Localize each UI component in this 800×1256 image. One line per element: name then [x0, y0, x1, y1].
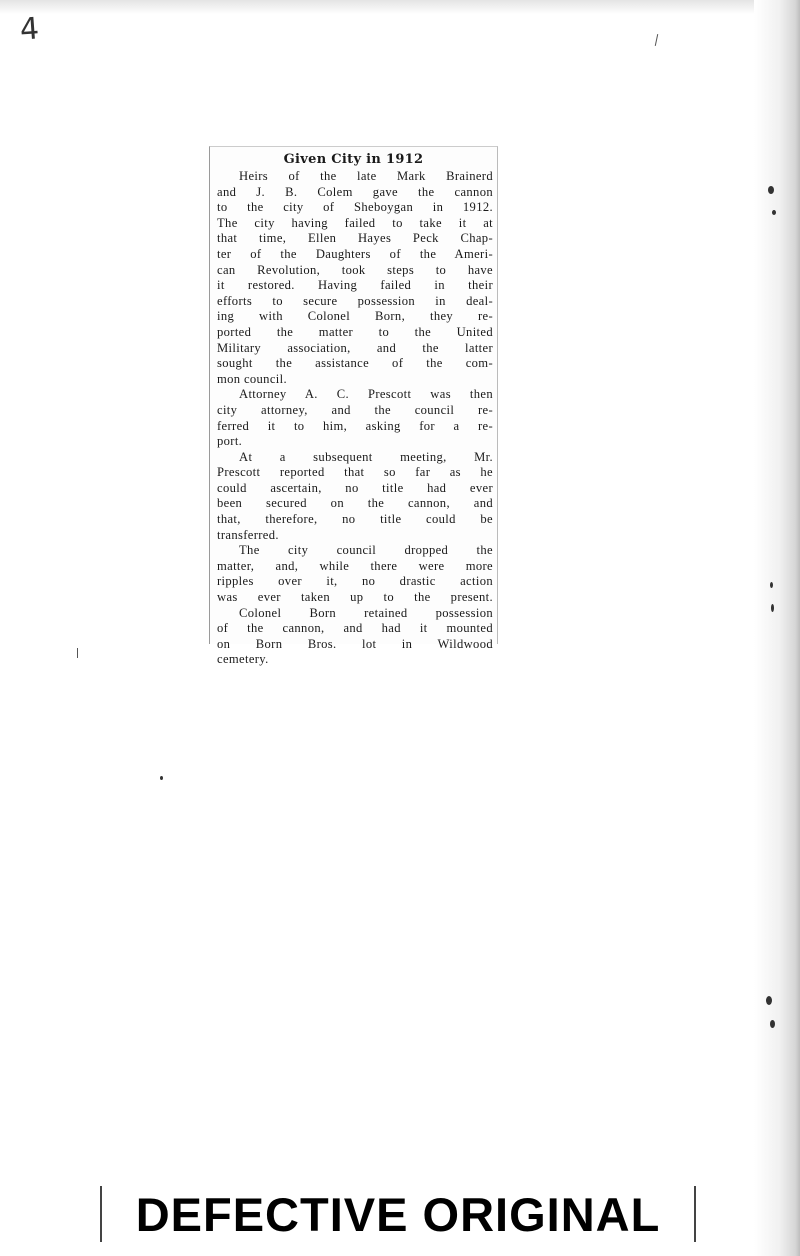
- stamp-label: DEFECTIVE ORIGINAL: [135, 1187, 661, 1241]
- article-line: Heirs of the late Mark Brainerd: [239, 169, 493, 183]
- article-line: The city council dropped the: [239, 543, 493, 558]
- article-line: and J. B. Colem gave the cannon: [217, 184, 493, 199]
- article-line: it restored. Having failed in their: [217, 278, 493, 293]
- article-body: [210, 169, 497, 668]
- article-line: of the cannon, and had it mounted: [217, 621, 493, 636]
- article-line: matter, and, while there were more: [217, 558, 493, 573]
- article-line: cemetery.: [217, 652, 269, 667]
- scan-speck: [766, 996, 772, 1005]
- article-line: transferred.: [217, 527, 279, 542]
- article-line: city attorney, and the council re-: [217, 402, 493, 417]
- article-line: to the city of Sheboygan in 1912.: [217, 200, 493, 215]
- article-line: mon council.: [217, 371, 287, 386]
- article-line: ing with Colonel Born, they re-: [217, 309, 493, 324]
- article-line: efforts to secure possession in deal-: [217, 293, 493, 308]
- article-line: that, therefore, no title could be: [217, 512, 493, 527]
- scan-mark: [655, 34, 658, 46]
- article-line: could ascertain, no title had ever: [217, 480, 493, 495]
- article-line: Prescott reported that so far as he: [217, 465, 493, 480]
- scan-speck: [771, 604, 774, 612]
- article-line: At a subsequent meeting, Mr.: [239, 449, 493, 464]
- article-line: Attorney A. C. Prescott was then: [239, 387, 493, 402]
- scan-speck: [772, 210, 776, 215]
- article-line: was ever taken up to the present.: [217, 590, 493, 605]
- defective-original-stamp: [100, 1186, 696, 1242]
- page-number: 4: [18, 11, 41, 48]
- scan-edge-right: [754, 0, 800, 1256]
- article-line: Colonel Born retained possession: [239, 605, 493, 620]
- scan-mark: [77, 648, 78, 658]
- article-line: ported the matter to the United: [217, 324, 493, 339]
- newspaper-clipping: [209, 146, 498, 667]
- article-line: that time, Ellen Hayes Peck Chap-: [217, 231, 493, 246]
- article-line: can Revolution, took steps to have: [217, 262, 493, 277]
- article-line: sought the assistance of the com-: [217, 356, 493, 371]
- article-line: The city having failed to take it at: [217, 215, 493, 230]
- scan-speck: [770, 1020, 775, 1028]
- scan-speck: [770, 582, 773, 588]
- article-line: Military association, and the latter: [217, 340, 493, 355]
- article-line: been secured on the cannon, and: [217, 496, 493, 511]
- article-line: ter of the Daughters of the Ameri-: [217, 246, 493, 261]
- article-headline: Given City in 1912: [283, 152, 424, 167]
- scan-edge-top: [0, 0, 800, 14]
- article-line: ferred it to him, asking for a re-: [217, 418, 493, 433]
- scan-speck: [160, 776, 163, 780]
- article-line: port.: [217, 434, 243, 449]
- scan-speck: [768, 186, 774, 194]
- article-line: on Born Bros. lot in Wildwood: [217, 636, 493, 651]
- article-line: ripples over it, no drastic action: [217, 574, 493, 589]
